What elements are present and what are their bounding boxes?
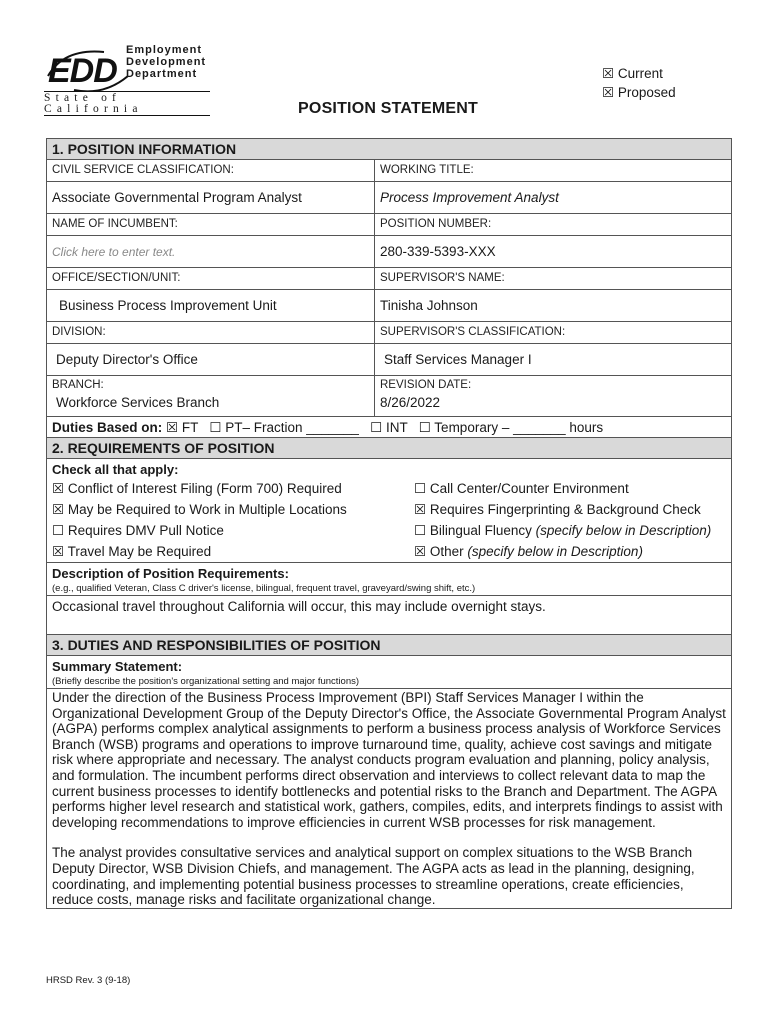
working-title-label: WORKING TITLE: [380,164,474,176]
classification-field[interactable]: Associate Governmental Program Analyst [47,182,375,213]
multiple-locations-checkbox[interactable]: ☒ May be Required to Work in Multiple Locations [52,502,347,517]
summary-paragraph-1: Under the direction of the Business Process Improvement (BPI) Staff Services Manager I within the Organizational Development Group of the Deputy Director's Office, the Associate Governmental Program Analyst (AGPA) performs complex analytical assignments to perform a business process analysis of Workforce Services Branch (WSB) programs and operations to improve turnaround time, quality, achieve cost savings and mitigate risk where appropriate and necessary. The analyst conducts program evaluation and planning, policy analysis, and formulation. The incumbent performs direct observation and interviews to collect relevant data to map the current business processes to identify bottlenecks and potential risks to the Branch and Department. The AGPA performs higher level research and statistical work, gathers, compiles, edits, and interprets findings to assist with developing recommendations to improve efficiencies in current WSB processes for risk management. [52,690,726,830]
checklist-right-column [414,478,731,562]
position-number-label: POSITION NUMBER: [380,218,492,230]
form-row [47,236,731,268]
check-all-label: Check all that apply: [52,462,179,477]
fingerprinting-checkbox[interactable]: ☒ Requires Fingerprinting & Background Check [414,502,701,517]
checklist-left-column [52,478,414,562]
description-field[interactable]: Occasional travel throughout California will occur, this may include overnight stays. [52,599,546,614]
form-row [47,160,731,182]
form-row [47,290,731,322]
supervisor-classification-label: SUPERVISOR'S CLASSIFICATION: [380,326,566,338]
office-field[interactable]: Business Process Improvement Unit [47,290,375,321]
revision-date-field[interactable]: 8/26/2022 [380,395,441,410]
form-revision-footer: HRSD Rev. 3 (9-18) [46,975,131,986]
call-center-checkbox[interactable]: ☐ Call Center/Counter Environment [414,481,629,496]
classification-label: CIVIL SERVICE CLASSIFICATION: [47,160,375,181]
branch-label: BRANCH: [47,376,375,393]
conflict-of-interest-checkbox[interactable]: ☒ Conflict of Interest Filing (Form 700) Required [52,481,342,496]
travel-required-checkbox[interactable]: ☒ Travel May be Required [52,544,212,559]
office-label: OFFICE/SECTION/UNIT: [47,268,375,289]
summary-label: Summary Statement: [52,659,183,674]
form-row [47,393,731,417]
current-checkbox[interactable]: ☒ Current [602,66,663,81]
dmv-pull-notice-checkbox[interactable]: ☐ Requires DMV Pull Notice [52,523,224,538]
description-hint: (e.g., qualified Veteran, Class C driver's license, bilingual, frequent travel, graveyard/swing shift, etc.) [52,583,476,594]
form-row [47,214,731,236]
logo-mark: EDD [48,52,117,90]
form-row [47,376,731,393]
form-row [47,344,731,376]
form-row [47,268,731,290]
logo-department-name: Employment Development Department [126,44,207,80]
summary-hint: (Briefly describe the position's organizational setting and major functions) [52,676,360,687]
duties-options[interactable]: ☒ FT ☐ PT– Fraction _______ ☐ INT ☐ Temporary – _______ hours [166,420,604,435]
section-3-heading: 3. DUTIES AND RESPONSIBILITIES OF POSITION [47,635,731,656]
page-title: POSITION STATEMENT [298,100,478,117]
section-2-heading: 2. REQUIREMENTS OF POSITION [47,438,731,459]
bilingual-checkbox[interactable]: ☐ Bilingual Fluency (specify below in Description) [414,523,712,538]
supervisor-name-field[interactable]: Tinisha Johnson [380,298,478,313]
position-form [46,138,732,909]
incumbent-placeholder: Click here to enter text. [52,245,176,259]
description-label: Description of Position Requirements: [52,566,289,581]
division-label: DIVISION: [47,322,375,343]
status-checkboxes [602,64,676,102]
proposed-checkbox[interactable]: ☒ Proposed [602,85,676,100]
position-number-field[interactable]: 280-339-5393-XXX [380,244,496,259]
logo-state: State of California [44,91,210,116]
duties-based-on [47,417,731,438]
section-1-heading: 1. POSITION INFORMATION [47,139,731,160]
supervisor-classification-field[interactable]: Staff Services Manager I [384,352,532,367]
working-title-field[interactable]: Process Improvement Analyst [380,190,559,205]
form-row [47,322,731,344]
revision-date-label: REVISION DATE: [380,379,472,391]
form-row [47,182,731,214]
supervisor-name-label: SUPERVISOR'S NAME: [380,272,505,284]
summary-field[interactable] [47,689,731,908]
division-field[interactable]: Deputy Director's Office [47,344,375,375]
summary-paragraph-2: The analyst provides consultative services and analytical support on complex situations to the WSB Branch Deputy Director, WSB Division Chiefs, and management. The AGPA acts as lead in the planning, designing, coordinating, and implementing potential business processes to streamline operations, create efficiencies, reduce costs, manage risks and facilitate organizational change. [52,845,695,908]
other-checkbox[interactable]: ☒ Other (specify below in Description) [414,544,643,559]
duties-label: Duties Based on: [52,420,163,435]
branch-field[interactable]: Workforce Services Branch [47,393,375,416]
edd-logo [44,44,214,115]
incumbent-label: NAME OF INCUMBENT: [47,214,375,235]
incumbent-field[interactable] [47,236,375,267]
requirements-checklist [47,478,731,562]
